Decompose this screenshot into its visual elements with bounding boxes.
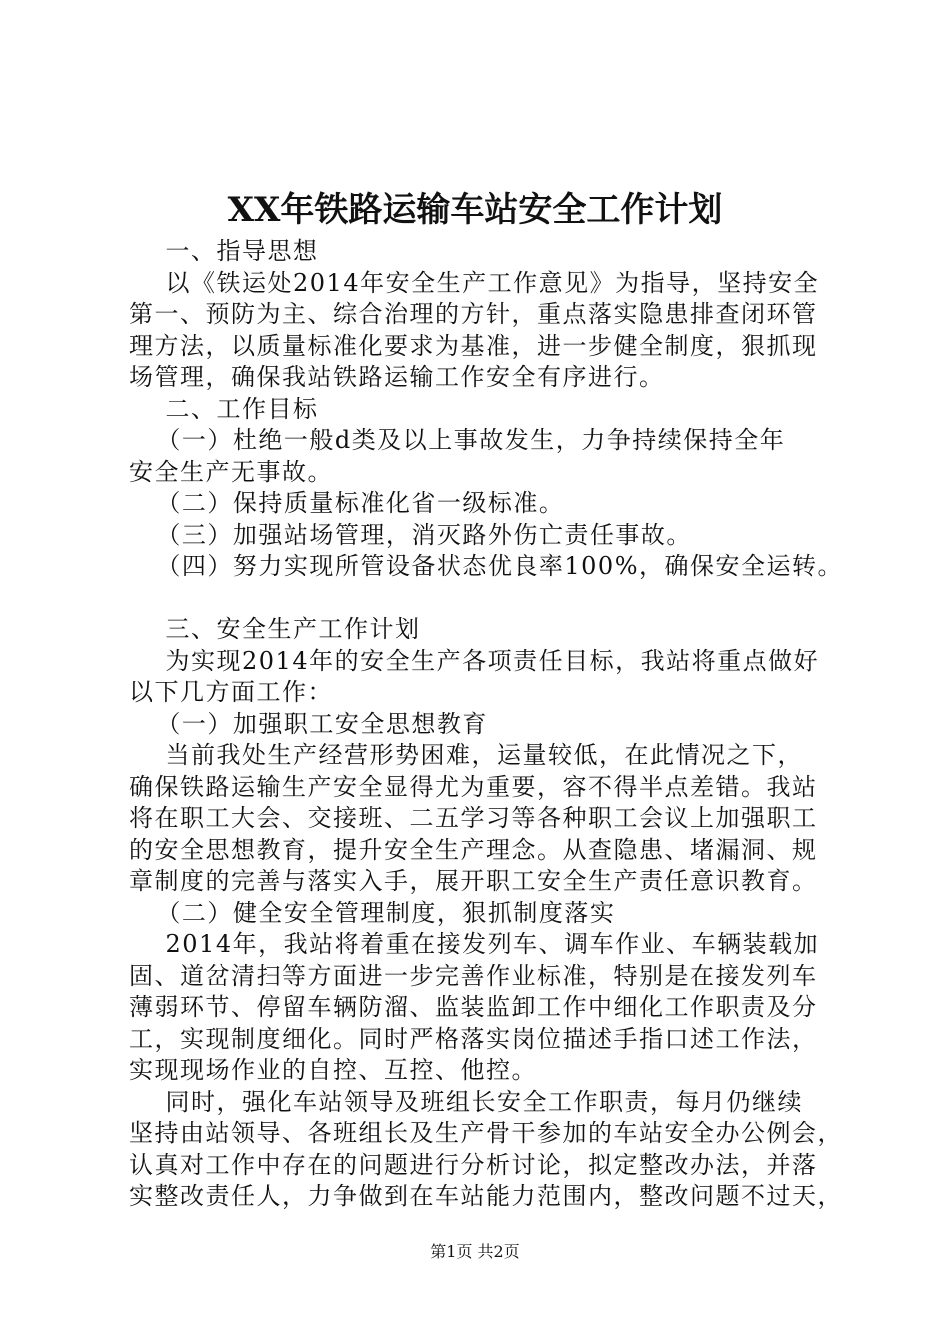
paragraph-line: 当前我处生产经营形势困难，运量较低，在此情况之下， (129, 741, 804, 769)
paragraph-line: 理方法，以质量标准化要求为基准，进一步健全制度，狠抓现 (129, 331, 818, 360)
subsection-heading: （二）健全安全管理制度，狠抓制度落实 (129, 898, 616, 927)
paragraph-line: 以《铁运处2014年安全生产工作意见》为指导，坚持安全 (129, 268, 820, 297)
paragraph-line: 安全生产无事故。 (129, 457, 333, 486)
paragraph-line: 坚持由站领导、各班组长及生产骨干参加的车站安全办公例会， (129, 1119, 843, 1147)
page-footer: 第1页 共2页 (430, 1242, 520, 1261)
section-heading-3: 三、安全生产工作计划 (129, 615, 421, 643)
section-heading-1: 一、指导思想 (129, 237, 319, 265)
document-title: XX年铁路运输车站安全工作计划 (227, 190, 723, 230)
paragraph-line: 实现现场作业的自控、互控、他控。 (129, 1056, 537, 1084)
paragraph-line: 章制度的完善与落实入手，展开职工安全生产责任意识教育。 (129, 867, 818, 895)
section-heading-2: 二、工作目标 (129, 394, 319, 423)
paragraph-line: 工，实现制度细化。同时严格落实岗位描述手指口述工作法， (129, 1024, 818, 1053)
paragraph-line: 同时，强化车站领导及班组长安全工作职责，每月仍继续 (129, 1087, 804, 1116)
paragraph-line: 将在职工大会、交接班、二五学习等各种职工会议上加强职工 (129, 804, 818, 832)
paragraph-line: （四）努力实现所管设备状态优良率100%，确保安全运转。 (129, 552, 843, 580)
paragraph-line: 场管理，确保我站铁路运输工作安全有序进行。 (129, 363, 665, 391)
paragraph-line: 固、道岔清扫等方面进一步完善作业标准，特别是在接发列车 (129, 961, 818, 990)
subsection-heading: （一）加强职工安全思想教育 (129, 709, 488, 738)
paragraph-line: （三）加强站场管理，消灭路外伤亡责任事故。 (129, 520, 692, 549)
paragraph-line: （一）杜绝一般d类及以上事故发生，力争持续保持全年 (129, 426, 786, 454)
paragraph-line: （二）保持质量标准化省一级标准。 (129, 489, 565, 517)
blank-line (129, 583, 845, 615)
paragraph-line: 薄弱环节、停留车辆防溜、监装监卸工作中细化工作职责及分 (129, 993, 818, 1021)
document-body (129, 236, 845, 1213)
paragraph-line: 确保铁路运输生产安全显得尤为重要，容不得半点差错。我站 (129, 772, 818, 801)
paragraph-line: 的安全思想教育，提升安全生产理念。从查隐患、堵漏洞、规 (129, 835, 818, 864)
paragraph-line: 第一、预防为主、综合治理的方针，重点落实隐患排查闭环管 (129, 300, 818, 328)
paragraph-line: 认真对工作中存在的问题进行分析讨论，拟定整改办法，并落 (129, 1150, 818, 1179)
paragraph-line: 为实现2014年的安全生产各项责任目标，我站将重点做好 (129, 646, 820, 675)
paragraph-line: 以下几方面工作： (129, 678, 333, 706)
paragraph-line: 2014年，我站将着重在接发列车、调车作业、车辆装载加 (129, 930, 820, 958)
paragraph-line: 实整改责任人，力争做到在车站能力范围内，整改问题不过天， (129, 1182, 843, 1210)
